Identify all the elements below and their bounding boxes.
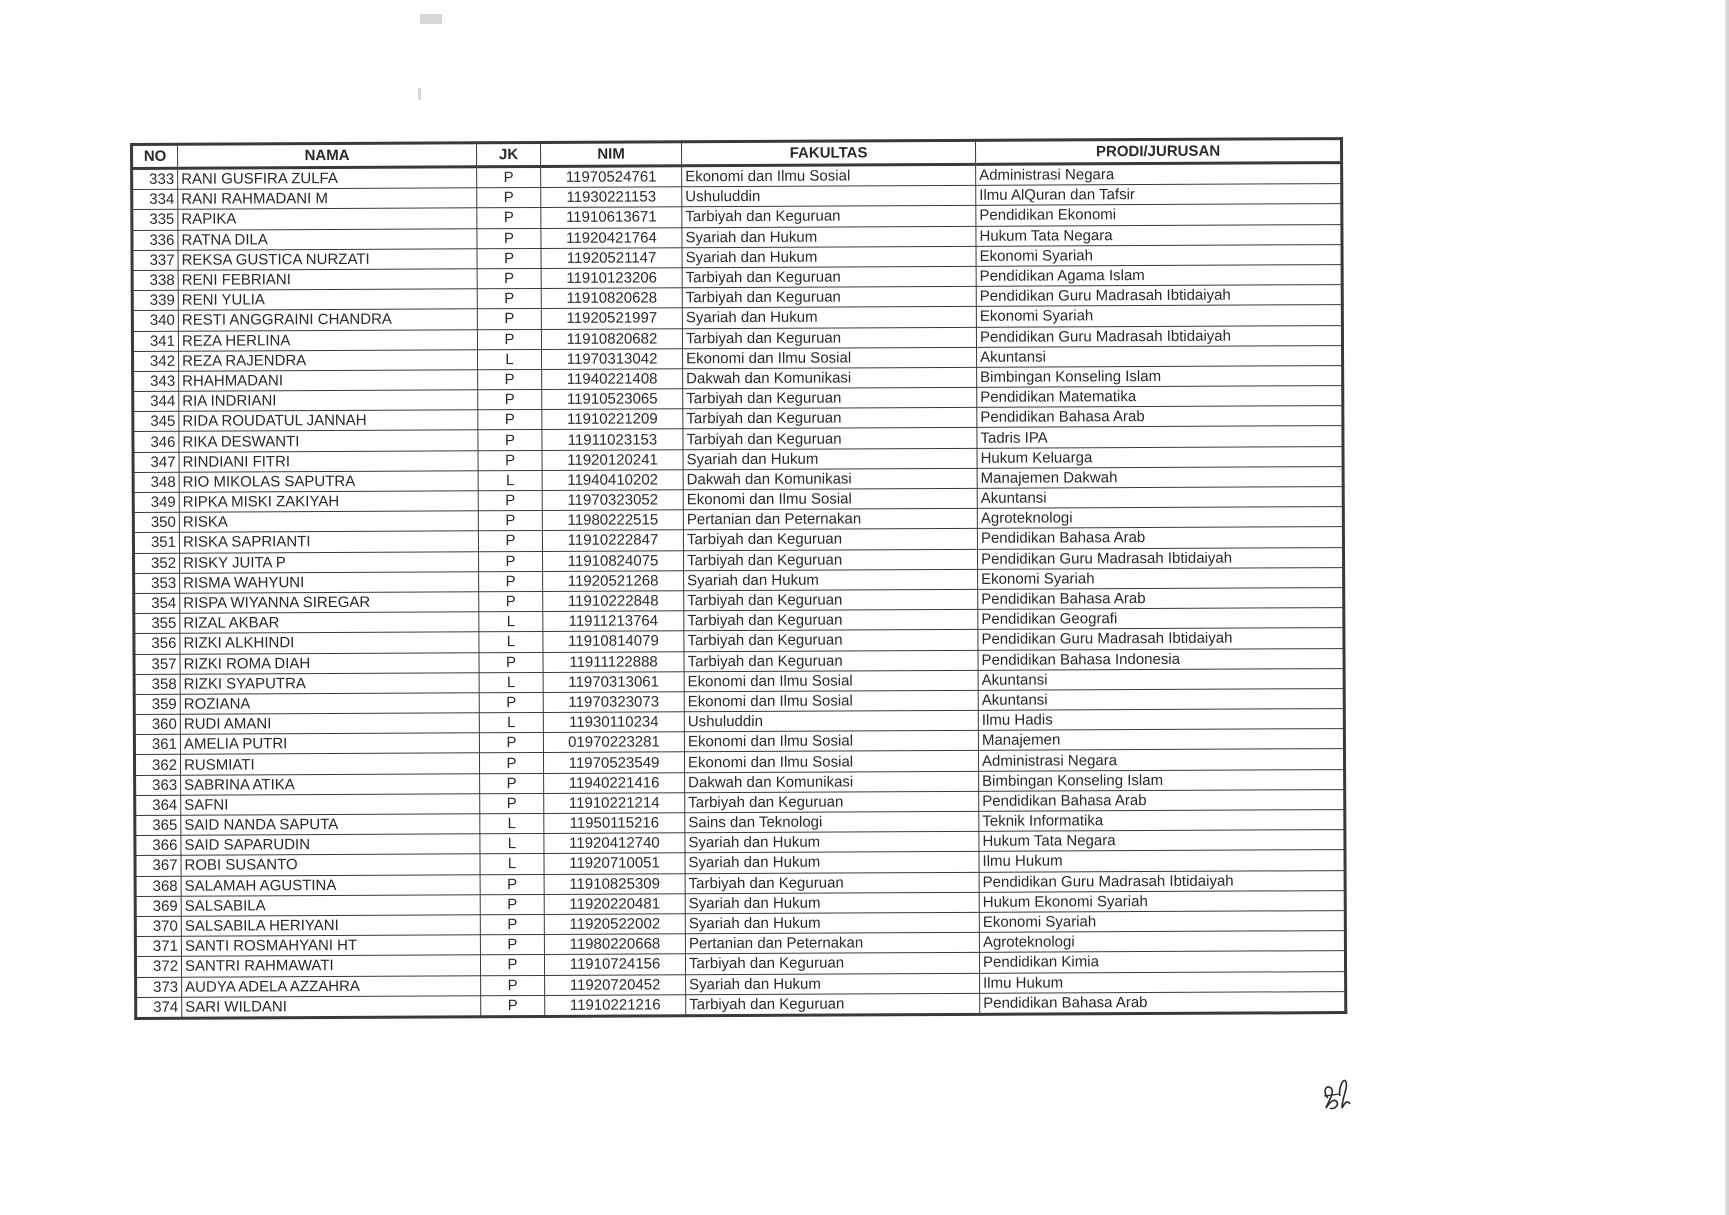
row-jk: P xyxy=(477,248,541,269)
row-no: 366 xyxy=(135,835,181,855)
row-jk: P xyxy=(477,188,541,209)
row-nama: RIDA ROUDATUL JANNAH xyxy=(179,410,478,432)
row-prodi: Hukum Ekonomi Syariah xyxy=(979,890,1345,912)
row-nama: RIA INDRIANI xyxy=(179,390,478,412)
row-fakultas: Ekonomi dan Ilmu Sosial xyxy=(683,347,977,369)
row-fakultas: Tarbiyah dan Keguruan xyxy=(683,387,977,409)
signature-initials xyxy=(1318,1068,1358,1116)
row-prodi: Pendidikan Bahasa Arab xyxy=(980,991,1346,1014)
row-no: 359 xyxy=(134,694,180,714)
row-nama: RIZAL AKBAR xyxy=(180,612,479,634)
row-nim: 11970323052 xyxy=(542,490,683,511)
row-nama: SAID NANDA SAPUTA xyxy=(181,814,480,836)
row-no: 349 xyxy=(133,492,179,512)
row-nama: REZA HERLINA xyxy=(178,329,477,351)
row-nama: SALAMAH AGUSTINA xyxy=(181,874,480,896)
row-nama: ROZIANA xyxy=(180,693,479,715)
row-nim: 11920521997 xyxy=(541,308,682,329)
row-nama: RIKA DESWANTI xyxy=(179,430,478,452)
row-jk: P xyxy=(477,208,541,229)
row-prodi: Akuntansi xyxy=(978,688,1344,710)
row-fakultas: Ekonomi dan Ilmu Sosial xyxy=(684,751,978,773)
row-nama: RAPIKA xyxy=(178,208,477,230)
row-fakultas: Tarbiyah dan Keguruan xyxy=(684,609,978,631)
row-nama: RUDI AMANI xyxy=(180,713,479,735)
row-fakultas: Syariah dan Hukum xyxy=(684,569,978,591)
row-jk: P xyxy=(478,390,542,411)
row-prodi: Ilmu Hukum xyxy=(980,971,1346,993)
row-jk: P xyxy=(478,450,542,471)
row-no: 352 xyxy=(134,553,180,573)
row-prodi: Pendidikan Bahasa Arab xyxy=(978,588,1344,610)
row-nim: 11970313061 xyxy=(543,671,684,692)
row-no: 367 xyxy=(135,856,181,876)
row-no: 344 xyxy=(133,391,179,411)
row-nim: 11911023153 xyxy=(542,429,683,450)
row-prodi: Ilmu Hukum xyxy=(979,850,1345,872)
row-nama: SAID SAPARUDIN xyxy=(181,834,480,856)
row-nim: 11970323073 xyxy=(543,692,684,713)
row-prodi: Pendidikan Matematika xyxy=(977,386,1343,408)
row-prodi: Ekonomi Syariah xyxy=(979,911,1345,933)
row-nim: 11910221214 xyxy=(544,793,685,814)
row-prodi: Pendidikan Bahasa Indonesia xyxy=(978,648,1344,670)
row-jk: P xyxy=(478,430,542,451)
row-fakultas: Tarbiyah dan Keguruan xyxy=(685,872,979,894)
row-nim: 11920120241 xyxy=(542,449,683,470)
row-prodi: Akuntansi xyxy=(977,345,1343,367)
row-no: 357 xyxy=(134,654,180,674)
row-fakultas: Syariah dan Hukum xyxy=(682,246,976,268)
row-fakultas: Tarbiyah dan Keguruan xyxy=(682,327,976,349)
row-no: 374 xyxy=(136,997,182,1018)
row-prodi: Pendidikan Bahasa Arab xyxy=(979,789,1345,811)
row-jk: P xyxy=(478,531,542,552)
row-no: 350 xyxy=(133,512,179,532)
row-jk: P xyxy=(481,995,545,1017)
row-prodi: Akuntansi xyxy=(978,668,1344,690)
row-no: 342 xyxy=(133,351,179,371)
row-jk: P xyxy=(480,894,544,915)
row-no: 338 xyxy=(132,270,178,290)
row-jk: P xyxy=(477,228,541,249)
row-jk: P xyxy=(478,410,542,431)
row-fakultas: Tarbiyah dan Keguruan xyxy=(682,286,976,308)
row-nama: SALSABILA HERIYANI xyxy=(181,915,480,937)
row-nama: RISMA WAHYUNI xyxy=(180,572,479,594)
row-jk: P xyxy=(478,511,542,532)
row-fakultas: Tarbiyah dan Keguruan xyxy=(683,529,977,551)
row-nim: 11920412740 xyxy=(544,833,685,854)
row-nama: SABRINA ATIKA xyxy=(181,773,480,795)
row-prodi: Hukum Tata Negara xyxy=(976,224,1342,246)
row-nim: 11980220668 xyxy=(544,934,685,955)
row-nim: 11910613671 xyxy=(541,207,682,228)
row-nim: 11910820628 xyxy=(541,288,682,309)
row-prodi: Pendidikan Agama Islam xyxy=(976,265,1342,287)
row-no: 346 xyxy=(133,432,179,452)
row-nama: RIZKI ALKHINDI xyxy=(180,632,479,654)
row-prodi: Bimbingan Konseling Islam xyxy=(977,365,1343,387)
row-no: 335 xyxy=(132,210,178,230)
row-fakultas: Tarbiyah dan Keguruan xyxy=(686,993,980,1016)
row-nim: 11920220481 xyxy=(544,894,685,915)
row-prodi: Hukum Keluarga xyxy=(977,446,1343,468)
row-fakultas: Dakwah dan Komunikasi xyxy=(685,771,979,793)
row-nama: RIZKI SYAPUTRA xyxy=(180,672,479,694)
row-no: 371 xyxy=(135,936,181,956)
row-prodi: Pendidikan Guru Madrasah Ibtidaiyah xyxy=(976,285,1342,307)
header-jk: JK xyxy=(477,142,541,166)
row-nama: SALSABILA xyxy=(181,895,480,917)
row-jk: P xyxy=(479,652,543,673)
row-jk: P xyxy=(477,289,541,310)
row-prodi: Pendidikan Guru Madrasah Ibtidaiyah xyxy=(976,325,1342,347)
row-jk: P xyxy=(479,591,543,612)
row-nama: RIO MIKOLAS SAPUTRA xyxy=(179,471,478,493)
row-fakultas: Tarbiyah dan Keguruan xyxy=(685,953,979,975)
row-jk: P xyxy=(479,753,543,774)
row-nim: 11920710051 xyxy=(544,853,685,874)
row-no: 372 xyxy=(135,957,181,977)
row-jk: P xyxy=(480,955,544,976)
row-fakultas: Ekonomi dan Ilmu Sosial xyxy=(683,488,977,510)
row-prodi: Pendidikan Guru Madrasah Ibtidaiyah xyxy=(979,870,1345,892)
row-jk: L xyxy=(479,612,543,633)
row-prodi: Agroteknologi xyxy=(979,931,1345,953)
row-jk: L xyxy=(480,813,544,834)
row-fakultas: Ekonomi dan Ilmu Sosial xyxy=(682,164,976,187)
row-jk: P xyxy=(477,309,541,330)
row-no: 363 xyxy=(135,775,181,795)
row-jk: P xyxy=(479,733,543,754)
row-prodi: Administrasi Negara xyxy=(978,749,1344,771)
scan-page-edge xyxy=(1725,0,1729,1215)
row-nim: 11930110234 xyxy=(543,712,684,733)
row-nim: 11910221209 xyxy=(542,409,683,430)
row-jk: L xyxy=(480,834,544,855)
row-no: 334 xyxy=(132,189,178,209)
row-nama: RUSMIATI xyxy=(180,753,479,775)
row-jk: P xyxy=(480,914,544,935)
row-nama: RIPKA MISKI ZAKIYAH xyxy=(179,491,478,513)
row-fakultas: Syariah dan Hukum xyxy=(683,448,977,470)
header-nama: NAMA xyxy=(178,143,477,168)
row-no: 341 xyxy=(132,331,178,351)
row-nim: 11940410202 xyxy=(542,470,683,491)
row-prodi: Pendidikan Bahasa Arab xyxy=(977,406,1343,428)
row-nama: RANI RAHMADANI M xyxy=(178,188,477,210)
row-nim: 11911122888 xyxy=(543,651,684,672)
row-fakultas: Tarbiyah dan Keguruan xyxy=(682,206,976,228)
row-fakultas: Ekonomi dan Ilmu Sosial xyxy=(684,731,978,753)
row-nim: 11920521147 xyxy=(541,248,682,269)
row-jk: L xyxy=(480,854,544,875)
row-nim: 11911213764 xyxy=(543,611,684,632)
row-fakultas: Sains dan Teknologi xyxy=(685,811,979,833)
row-nim: 11970523549 xyxy=(543,752,684,773)
row-jk: P xyxy=(479,571,543,592)
row-jk: P xyxy=(480,874,544,895)
row-nim: 11940221408 xyxy=(542,369,683,390)
row-fakultas: Ushuluddin xyxy=(684,710,978,732)
row-fakultas: Syariah dan Hukum xyxy=(682,226,976,248)
row-no: 333 xyxy=(132,168,178,189)
row-prodi: Pendidikan Bahasa Arab xyxy=(977,527,1343,549)
row-jk: P xyxy=(481,975,545,996)
header-fakultas: FAKULTAS xyxy=(682,140,976,165)
row-no: 339 xyxy=(132,290,178,310)
row-no: 348 xyxy=(133,472,179,492)
row-prodi: Ekonomi Syariah xyxy=(976,305,1342,327)
row-fakultas: Tarbiyah dan Keguruan xyxy=(683,428,977,450)
row-nim: 11970313042 xyxy=(542,348,683,369)
row-no: 355 xyxy=(134,613,180,633)
row-nim: 11910825309 xyxy=(544,873,685,894)
row-nim: 11930221153 xyxy=(541,187,682,208)
row-nama: SANTI ROSMAHYANI HT xyxy=(181,935,480,957)
row-nama: RISKA SAPRIANTI xyxy=(179,531,478,553)
row-jk: P xyxy=(478,369,542,390)
row-no: 340 xyxy=(132,311,178,331)
row-no: 362 xyxy=(134,755,180,775)
row-fakultas: Syariah dan Hukum xyxy=(686,973,980,995)
row-no: 365 xyxy=(135,815,181,835)
row-prodi: Pendidikan Kimia xyxy=(979,951,1345,973)
row-no: 361 xyxy=(134,735,180,755)
row-nama: RANI GUSFIRA ZULFA xyxy=(178,167,477,190)
row-prodi: Ekonomi Syariah xyxy=(978,567,1344,589)
row-no: 336 xyxy=(132,230,178,250)
student-roster-table xyxy=(130,137,1347,1020)
row-nama: AMELIA PUTRI xyxy=(180,733,479,755)
row-prodi: Hukum Tata Negara xyxy=(979,830,1345,852)
row-nama: RISKY JUITA P xyxy=(180,551,479,573)
row-fakultas: Dakwah dan Komunikasi xyxy=(683,367,977,389)
row-jk: P xyxy=(480,793,544,814)
row-prodi: Akuntansi xyxy=(977,487,1343,509)
row-no: 360 xyxy=(134,714,180,734)
scan-speck xyxy=(420,14,442,24)
row-prodi: Pendidikan Guru Madrasah Ibtidaiyah xyxy=(978,628,1344,650)
row-prodi: Agroteknologi xyxy=(977,507,1343,529)
row-nama: RENI YULIA xyxy=(178,289,477,311)
row-nim: 11910824075 xyxy=(542,550,683,571)
row-no: 347 xyxy=(133,452,179,472)
row-nim: 11910820682 xyxy=(541,328,682,349)
row-no: 345 xyxy=(133,412,179,432)
row-prodi: Pendidikan Guru Madrasah Ibtidaiyah xyxy=(977,547,1343,569)
row-prodi: Ilmu AlQuran dan Tafsir xyxy=(976,184,1342,206)
row-jk: L xyxy=(479,632,543,653)
row-fakultas: Ekonomi dan Ilmu Sosial xyxy=(684,670,978,692)
row-nim: 11920720452 xyxy=(545,974,686,995)
table-body xyxy=(132,163,1346,1019)
row-jk: P xyxy=(479,692,543,713)
row-fakultas: Tarbiyah dan Keguruan xyxy=(684,650,978,672)
header-no: NO xyxy=(132,144,178,168)
row-fakultas: Dakwah dan Komunikasi xyxy=(683,468,977,490)
row-prodi: Bimbingan Konseling Islam xyxy=(979,769,1345,791)
row-nim: 11910523065 xyxy=(542,389,683,410)
row-nama: ROBI SUSANTO xyxy=(181,854,480,876)
row-jk: P xyxy=(480,773,544,794)
row-fakultas: Tarbiyah dan Keguruan xyxy=(682,266,976,288)
row-nim: 11950115216 xyxy=(544,813,685,834)
row-nama: RISPA WIYANNA SIREGAR xyxy=(180,592,479,614)
row-fakultas: Tarbiyah dan Keguruan xyxy=(683,549,977,571)
row-no: 369 xyxy=(135,896,181,916)
row-no: 358 xyxy=(134,674,180,694)
scan-speck xyxy=(418,88,421,100)
row-nama: SARI WILDANI xyxy=(182,995,481,1018)
row-nim: 11910123206 xyxy=(541,268,682,289)
row-fakultas: Ekonomi dan Ilmu Sosial xyxy=(684,690,978,712)
row-nama: RHAHMADANI xyxy=(179,370,478,392)
row-nim: 11910222847 xyxy=(542,530,683,551)
row-nama: RISKA xyxy=(179,511,478,533)
row-nim: 11910724156 xyxy=(544,954,685,975)
row-prodi: Tadris IPA xyxy=(977,426,1343,448)
row-jk: L xyxy=(478,470,542,491)
row-jk: P xyxy=(480,935,544,956)
row-fakultas: Syariah dan Hukum xyxy=(685,852,979,874)
row-prodi: Pendidikan Geografi xyxy=(978,608,1344,630)
row-nim: 01970223281 xyxy=(543,732,684,753)
row-jk: P xyxy=(477,329,541,350)
row-fakultas: Pertanian dan Peternakan xyxy=(685,932,979,954)
row-fakultas: Syariah dan Hukum xyxy=(685,892,979,914)
row-jk: P xyxy=(478,490,542,511)
row-jk: L xyxy=(478,349,542,370)
row-nim: 11980222515 xyxy=(542,510,683,531)
row-jk: P xyxy=(478,551,542,572)
row-no: 354 xyxy=(134,593,180,613)
row-nim: 11910221216 xyxy=(545,994,686,1016)
row-prodi: Pendidikan Ekonomi xyxy=(976,204,1342,226)
row-no: 373 xyxy=(136,977,182,997)
row-prodi: Administrasi Negara xyxy=(976,163,1342,186)
row-fakultas: Tarbiyah dan Keguruan xyxy=(684,589,978,611)
row-nim: 11920522002 xyxy=(544,914,685,935)
header-prodi: PRODI/JURUSAN xyxy=(975,139,1341,165)
row-nama: RIZKI ROMA DIAH xyxy=(180,652,479,674)
row-fakultas: Ushuluddin xyxy=(682,186,976,208)
row-nama: RATNA DILA xyxy=(178,228,477,250)
row-prodi: Teknik Informatika xyxy=(979,810,1345,832)
row-nama: REZA RAJENDRA xyxy=(179,349,478,371)
row-nama: RENI FEBRIANI xyxy=(178,269,477,291)
row-prodi: Manajemen Dakwah xyxy=(977,466,1343,488)
row-prodi: Manajemen xyxy=(978,729,1344,751)
row-nama: AUDYA ADELA AZZAHRA xyxy=(182,975,481,997)
row-no: 351 xyxy=(133,533,179,553)
row-nim: 11970524761 xyxy=(541,166,682,188)
row-nama: SANTRI RAHMAWATI xyxy=(181,955,480,977)
row-fakultas: Pertanian dan Peternakan xyxy=(683,509,977,531)
row-no: 364 xyxy=(135,795,181,815)
row-fakultas: Syariah dan Hukum xyxy=(685,912,979,934)
row-nama: REKSA GUSTICA NURZATI xyxy=(178,249,477,271)
row-nim: 11910814079 xyxy=(543,631,684,652)
row-nama: RINDIANI FITRI xyxy=(179,450,478,472)
row-nama: RESTI ANGGRAINI CHANDRA xyxy=(178,309,477,331)
row-jk: L xyxy=(479,713,543,734)
row-jk: P xyxy=(477,166,541,188)
row-jk: L xyxy=(479,672,543,693)
row-prodi: Ekonomi Syariah xyxy=(976,244,1342,266)
row-no: 370 xyxy=(135,916,181,936)
row-fakultas: Tarbiyah dan Keguruan xyxy=(683,408,977,430)
row-nama: SAFNI xyxy=(181,794,480,816)
row-no: 353 xyxy=(134,573,180,593)
row-fakultas: Syariah dan Hukum xyxy=(685,832,979,854)
row-nim: 11940221416 xyxy=(544,772,685,793)
row-no: 368 xyxy=(135,876,181,896)
row-fakultas: Syariah dan Hukum xyxy=(682,307,976,329)
row-fakultas: Tarbiyah dan Keguruan xyxy=(684,630,978,652)
row-nim: 11910222848 xyxy=(543,591,684,612)
row-no: 343 xyxy=(133,371,179,391)
row-nim: 11920421764 xyxy=(541,227,682,248)
row-fakultas: Tarbiyah dan Keguruan xyxy=(685,791,979,813)
row-no: 356 xyxy=(134,634,180,654)
row-no: 337 xyxy=(132,250,178,270)
header-nim: NIM xyxy=(541,142,682,167)
row-prodi: Ilmu Hadis xyxy=(978,709,1344,731)
row-jk: P xyxy=(477,268,541,289)
row-nim: 11920521268 xyxy=(543,571,684,592)
